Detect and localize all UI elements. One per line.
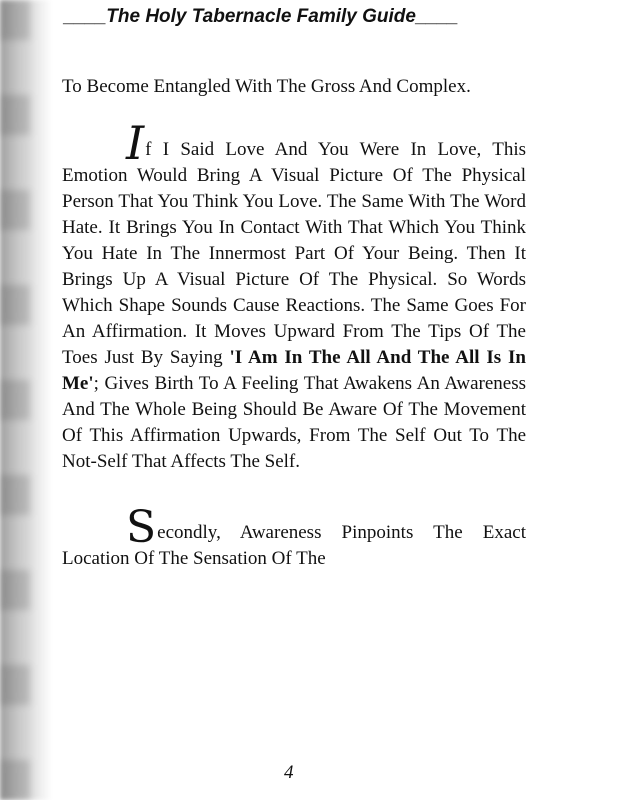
paragraph-love-tail: ; Gives Birth To A Feeling That Awakens An Awareness And The Whole Being Should Be Aware Of The Movement Of This Affirmation Upwards, From The Self Out To The Not-Self That Affects The Self.	[62, 373, 526, 472]
dropcap-i: I	[126, 116, 145, 170]
page-binding-shadow	[0, 0, 52, 800]
page-number: 4	[284, 762, 294, 783]
dropcap-s: S	[126, 502, 157, 553]
paragraph-secondly	[62, 502, 526, 572]
paragraph-love	[62, 116, 526, 475]
paragraph-love-lead: f I Said Love And You Were In Love, This Emotion Would Bring A Visual Picture Of The Physical Person That You Think You Love. The Same With The Word Hate. It Brings You In Contact With That Which You Think You Hate In The Innermost Part Of Your Being. Then It Brings Up A Visual Picture Of The Physical. So Words Which Shape Sounds Cause Reactions. The Same Goes For An Affirmation. It Moves Upward From The Tips Of The Toes Just By Saying	[62, 139, 526, 368]
page-body	[62, 74, 526, 572]
running-header: ____The Holy Tabernacle Family Guide____	[64, 6, 459, 27]
paragraph-secondly-text: econdly, Awareness Pinpoints The Exact Location Of The Sensation Of The	[62, 522, 526, 569]
affirmation-text: 'I Am In The All And The All Is In Me'	[62, 347, 526, 394]
paragraph-continuation: To Become Entangled With The Gross And Complex.	[62, 76, 471, 97]
